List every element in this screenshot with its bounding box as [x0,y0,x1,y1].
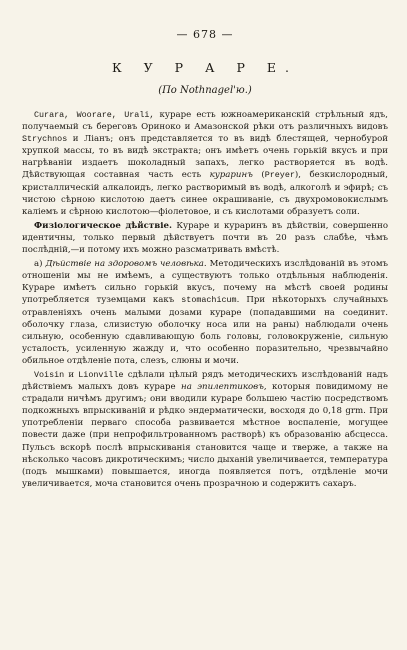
intro-text-run: Strychnos [22,134,68,145]
physiology-paragraph [22,220,388,256]
intro-text-run: ( [252,170,265,181]
healthy-human-paragraph [22,258,388,367]
epileptics-text-run: и [64,369,79,380]
healthy-human-text-run: Дѣйствіе на здоровомъ человѣка. [45,259,207,270]
epileptics-text-run: Voisin [34,369,65,380]
intro-text-run: кураринъ [209,170,253,181]
intro-text-run: Curara, Woorare, Urali, [34,110,155,120]
article-title: К У Р А Р Е. [112,60,298,75]
epileptics-paragraph [22,369,388,490]
intro-text-run: и Ліанъ; онъ представляется то въ видѣ блестящей, чернобурой хрупкой массы, то въ видѣ экстракта; онъ имѣетъ очень горькій вкусъ и при нагрѣваніи издаетъ шоколадный запахъ, легко растворяется въ водѣ. Дѣйствующая составная часть есть [22,134,388,181]
page-content [22,28,388,490]
healthy-human-text-run: а) [34,259,46,270]
healthy-human-text-run: Методическихъ изслѣдованій въ этомъ отношеніи мы не имѣемъ, а существуютъ только отдѣльныя наблюденія. Кураре имѣетъ сильно горькій вкусъ, почему на мѣстѣ своей родины употребляется туземцами какъ [22,259,388,306]
healthy-human-text-run: . При нѣкоторыхъ случайныхъ отравленіяхъ очень малыми дозами кураре (попадавшими на соединит. оболочку глаза, слизистую оболочку носа или на раны) наблюдали очень сильную, особенную сдавливающую боль головы, головокруженіе, сильную усталость, усиленную жажду и, что особенно поразительно, чрезвычайно обильное отдѣленіе пота, слезъ, слюны и мочи. [22,295,388,366]
intro-text-run: кураре есть южноамериканскій стрѣльный ядъ, получаемый съ береговъ Ориноко и Амазонской рѣки отъ различныхъ видовъ [22,110,388,133]
epileptics-text-run: Lionville [78,369,124,380]
epileptics-text-run: на эпилептиковъ [181,382,264,393]
page-number: — 678 — [176,28,234,41]
healthy-human-text-run: stomachicum [181,295,237,306]
intro-text-run: Preyer [264,170,295,181]
physiology-text-run: Кураре и кураринъ въ дѣйствіи, совершенно идентичны, только первый дѣйствуетъ почти въ 20 разъ слабѣе, чѣмъ послѣдній,—и потому ихъ можно разсматривать вмѣстѣ. [22,220,388,256]
intro-text-run: ), безкислородный, кристаллическій алкалоидъ, легко растворимый въ водѣ, алкоголѣ и эфирѣ; съ чистою сѣрною кислотою даетъ синее окрашиваніе, съ двухромовокислымъ каліемъ и сѣрною кислотою—фіолетовое, и съ кислотами образуетъ соли. [22,170,388,217]
physiology-text-run: Физіологическое дѣйствіе. [34,220,172,231]
article-author: (По Nothnagel'ю.) [158,85,252,96]
epileptics-text-run: , которыя повидимому не страдали ничѣмъ другимъ; они вводили кураре большею частію посредствомъ подкожныхъ впрыскиваній и рѣдко эндерматически, восходя до 0,18 grm. При употребленіи перваго способа развивается мѣстное воспаленіе, могущее повести даже (при непрофильтрованномъ растворѣ) къ образованію абсцесса. Пульсъ вскорѣ послѣ впрыскиванія становится чаще и тверже, а также на нѣсколько часовъ дикротическимъ; число дыханій увеличивается, температура (подъ мышками) повышается, иногда появляется потъ, отдѣленіе мочи увеличивается, моча становится очень прозрачною и содержитъ сахаръ. [22,382,388,489]
intro-paragraph [22,109,388,218]
epileptics-text-run: сдѣлали цѣлый рядъ методическихъ изслѣдованій надъ дѣйствіемъ малыхъ довъ кураре [22,369,388,393]
